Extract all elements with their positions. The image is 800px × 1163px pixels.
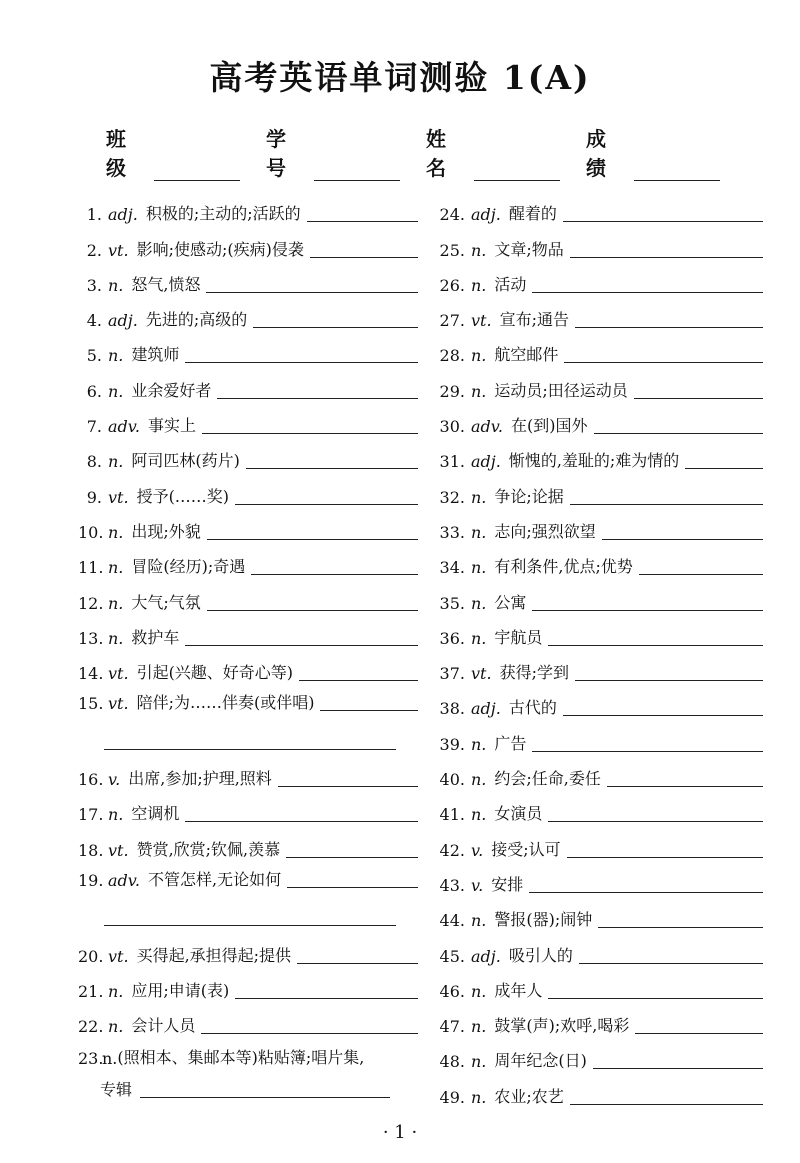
answer-blank[interactable] <box>579 945 763 964</box>
part-of-speech: n. <box>471 1017 487 1037</box>
student-id-field <box>266 123 400 181</box>
question-number: 40. <box>439 770 465 790</box>
definition: 争论;论据 <box>494 486 564 506</box>
part-of-speech: n. <box>471 487 487 507</box>
question-number: 17. <box>78 805 104 825</box>
question-item <box>78 295 418 330</box>
definition: 冒险(经历);奇遇 <box>131 557 246 577</box>
question-number: 28. <box>439 346 465 366</box>
part-of-speech: v. <box>108 770 121 790</box>
question-item <box>78 860 418 931</box>
part-of-speech: n. <box>108 981 124 1001</box>
definition: 会计人员 <box>131 1016 196 1036</box>
question-number: 46. <box>439 981 465 1001</box>
part-of-speech: n. <box>471 734 487 754</box>
class-label: 班级 <box>106 127 131 180</box>
part-of-speech: n. <box>108 805 124 825</box>
part-of-speech: n. <box>471 911 487 931</box>
part-of-speech: n. <box>108 452 124 472</box>
question-number: 48. <box>439 1052 465 1072</box>
definition: 醒着的 <box>508 204 557 224</box>
question-number: 26. <box>439 275 465 295</box>
question-number: 14. <box>78 664 104 684</box>
question-item <box>437 507 763 542</box>
definition: 不管怎样,无论如何 <box>148 869 282 889</box>
page-number: · 1 · <box>382 1122 418 1143</box>
answer-blank[interactable] <box>286 839 418 858</box>
definition: 惭愧的,羞耻的;难为情的 <box>508 451 680 471</box>
answer-blank[interactable] <box>635 1015 763 1034</box>
part-of-speech: n. <box>471 1087 487 1107</box>
answer-blank[interactable] <box>278 768 418 787</box>
question-number: 35. <box>439 593 465 613</box>
part-of-speech: n. <box>471 558 487 578</box>
question-number: 32. <box>439 487 465 507</box>
question-item <box>437 1071 763 1106</box>
part-of-speech: n. <box>471 805 487 825</box>
question-item <box>78 648 418 683</box>
question-item <box>78 401 418 436</box>
question-number: 12. <box>78 593 104 613</box>
part-of-speech: v. <box>471 840 484 860</box>
student-id-label: 学号 <box>266 127 291 180</box>
question-number: 19. <box>78 870 104 890</box>
answer-blank[interactable] <box>246 450 418 469</box>
answer-blank[interactable] <box>570 1086 763 1105</box>
definition: 成年人 <box>494 980 543 1000</box>
part-of-speech: adv. <box>108 870 141 890</box>
question-number: 43. <box>439 875 465 895</box>
class-field <box>106 123 240 181</box>
question-item <box>437 683 763 718</box>
answer-blank[interactable] <box>594 415 763 434</box>
definition: 建筑师 <box>131 345 180 365</box>
part-of-speech: adj. <box>471 205 501 225</box>
question-item <box>437 613 763 648</box>
question-number: 1. <box>86 205 102 225</box>
question-item <box>437 189 763 224</box>
part-of-speech: n. <box>471 240 487 260</box>
definition: 业余爱好者 <box>131 380 212 400</box>
question-item <box>78 930 418 965</box>
question-item <box>437 860 763 895</box>
name-label: 姓名 <box>426 127 451 180</box>
part-of-speech: n. <box>471 1052 487 1072</box>
question-item <box>437 401 763 436</box>
answer-blank[interactable] <box>251 556 418 575</box>
question-item <box>437 224 763 259</box>
question-number: 7. <box>86 417 102 437</box>
part-of-speech: vt. <box>108 946 129 966</box>
definition: 获得;学到 <box>499 663 569 683</box>
part-of-speech: n. <box>471 522 487 542</box>
answer-blank[interactable] <box>287 869 418 888</box>
part-of-speech: adv. <box>471 417 504 437</box>
question-number: 5. <box>86 346 102 366</box>
answer-blank[interactable] <box>206 274 418 293</box>
definition: 约会;任命,委任 <box>494 769 601 789</box>
part-of-speech: vt. <box>108 487 129 507</box>
part-of-speech: n. <box>108 522 124 542</box>
question-item <box>437 330 763 365</box>
definition: 古代的 <box>508 698 557 718</box>
question-item <box>78 365 418 400</box>
definition: 先进的;高级的 <box>145 310 248 330</box>
question-number: 23. <box>78 1049 104 1069</box>
part-of-speech: n. <box>471 381 487 401</box>
question-item <box>78 1036 418 1107</box>
answer-blank[interactable] <box>207 521 418 540</box>
definition: 救护车 <box>131 627 180 647</box>
part-of-speech: n. <box>108 593 124 613</box>
question-number: 49. <box>439 1087 465 1107</box>
definition: 接受;认可 <box>491 839 561 859</box>
part-of-speech: n. <box>108 558 124 578</box>
question-number: 33. <box>439 522 465 542</box>
definition: 应用;申请(表) <box>131 980 230 1000</box>
question-item <box>78 542 418 577</box>
part-of-speech: vt. <box>108 694 129 714</box>
answer-blank[interactable] <box>297 945 418 964</box>
answer-blank[interactable] <box>299 662 418 681</box>
question-item <box>78 613 418 648</box>
answer-blank[interactable] <box>563 203 763 222</box>
definition: 出现;外貌 <box>131 521 201 541</box>
answer-blank[interactable] <box>563 697 763 716</box>
question-item <box>78 330 418 365</box>
answer-blank[interactable] <box>253 309 418 328</box>
question-number: 2. <box>86 240 102 260</box>
answer-blank[interactable] <box>548 627 763 646</box>
class-blank[interactable] <box>154 160 240 181</box>
question-item <box>78 1001 418 1036</box>
answer-blank[interactable] <box>570 239 763 258</box>
question-number: 37. <box>439 664 465 684</box>
answer-blank[interactable] <box>185 627 418 646</box>
part-of-speech: adj. <box>108 205 138 225</box>
question-item <box>437 295 763 330</box>
answer-blank[interactable] <box>235 980 418 999</box>
part-of-speech: n. <box>471 346 487 366</box>
definition: 公寓 <box>494 592 527 612</box>
question-item <box>437 895 763 930</box>
answer-blank[interactable] <box>202 415 418 434</box>
question-item <box>437 789 763 824</box>
part-of-speech: vt. <box>471 664 492 684</box>
answer-blank[interactable] <box>185 803 418 822</box>
definition: 广告 <box>494 733 527 753</box>
part-of-speech: vt. <box>108 664 129 684</box>
answer-blank[interactable] <box>639 556 763 575</box>
name-field <box>426 123 560 181</box>
part-of-speech: adj. <box>471 699 501 719</box>
question-number: 18. <box>78 840 104 860</box>
question-number: 24. <box>439 205 465 225</box>
question-item <box>78 189 418 224</box>
definition: 志向;强烈欲望 <box>494 521 596 541</box>
part-of-speech: n. <box>108 628 124 648</box>
question-number: 13. <box>78 628 104 648</box>
question-item <box>437 824 763 859</box>
question-number: 11. <box>78 558 104 578</box>
answer-blank[interactable] <box>320 692 418 711</box>
question-number: 38. <box>439 699 465 719</box>
question-number: 34. <box>439 558 465 578</box>
definition: 有利条件,优点;优势 <box>494 557 633 577</box>
answer-blank[interactable] <box>532 274 763 293</box>
answer-blank[interactable] <box>593 1050 763 1069</box>
part-of-speech: adj. <box>108 311 138 331</box>
answer-blank[interactable] <box>307 203 418 222</box>
answer-blank[interactable] <box>532 733 763 752</box>
question-number: 47. <box>439 1017 465 1037</box>
question-number: 4. <box>86 311 102 331</box>
question-item <box>437 436 763 471</box>
question-item <box>78 224 418 259</box>
part-of-speech: adv. <box>108 417 141 437</box>
answer-blank[interactable] <box>685 450 763 469</box>
definition: 积极的;主动的;活跃的 <box>145 204 301 224</box>
question-number: 45. <box>439 946 465 966</box>
student-info-row <box>106 123 746 181</box>
definition: 事实上 <box>148 416 197 436</box>
question-number: 22. <box>78 1017 104 1037</box>
part-of-speech: v. <box>471 875 484 895</box>
part-of-speech: vt. <box>108 840 129 860</box>
question-item <box>437 966 763 1001</box>
answer-blank[interactable] <box>532 592 763 611</box>
name-blank[interactable] <box>474 160 560 181</box>
definition: 宇航员 <box>494 627 543 647</box>
part-of-speech: n. <box>471 593 487 613</box>
answer-blank[interactable] <box>598 909 763 928</box>
definition: 周年纪念(日) <box>494 1051 587 1071</box>
question-number: 30. <box>439 417 465 437</box>
definition: 影响;使感动;(疾病)侵袭 <box>136 239 304 259</box>
student-id-blank[interactable] <box>314 160 400 181</box>
definition-continuation: 专辑 <box>100 1080 133 1100</box>
answer-blank[interactable] <box>634 380 763 399</box>
answer-blank[interactable] <box>575 662 763 681</box>
question-item <box>78 436 418 471</box>
question-number: 10. <box>78 522 104 542</box>
definition: 陪伴;为……伴奏(或伴唱) <box>136 693 315 713</box>
definition: 授予(……奖) <box>136 486 230 506</box>
answer-blank[interactable] <box>607 768 763 787</box>
question-number: 41. <box>439 805 465 825</box>
question-item <box>437 1036 763 1071</box>
score-field <box>586 123 720 181</box>
question-number: 15. <box>78 694 104 714</box>
right-question-column <box>437 189 763 1107</box>
score-blank[interactable] <box>634 160 720 181</box>
answer-blank[interactable] <box>548 980 763 999</box>
question-number: 42. <box>439 840 465 860</box>
definition: 在(到)国外 <box>511 416 588 436</box>
definition: 大气;气氛 <box>131 592 201 612</box>
answer-blank[interactable] <box>217 380 418 399</box>
definition: 运动员;田径运动员 <box>494 380 628 400</box>
question-item <box>437 648 763 683</box>
question-item <box>437 542 763 577</box>
answer-blank[interactable] <box>235 486 418 505</box>
part-of-speech: adj. <box>471 452 501 472</box>
question-number: 20. <box>78 946 104 966</box>
definition: 文章;物品 <box>494 239 564 259</box>
question-number: 36. <box>439 628 465 648</box>
answer-blank[interactable] <box>310 239 418 258</box>
definition: 买得起,承担得起;提供 <box>136 945 292 965</box>
question-number: 27. <box>439 311 465 331</box>
question-item <box>78 260 418 295</box>
question-item <box>78 754 418 789</box>
definition: 安排 <box>491 874 524 894</box>
part-of-speech: vt. <box>471 311 492 331</box>
answer-blank[interactable] <box>140 1079 390 1098</box>
question-number: 39. <box>439 734 465 754</box>
question-item <box>437 471 763 506</box>
definition: 宣布;通告 <box>499 310 569 330</box>
answer-blank[interactable] <box>602 521 763 540</box>
question-item <box>78 966 418 1001</box>
question-item <box>437 930 763 965</box>
part-of-speech: vt. <box>108 240 129 260</box>
part-of-speech: n. <box>108 346 124 366</box>
answer-blank[interactable] <box>529 874 763 893</box>
part-of-speech: n. <box>471 981 487 1001</box>
answer-blank[interactable] <box>570 486 763 505</box>
definition: 阿司匹林(药片) <box>131 451 240 471</box>
question-item <box>78 683 418 754</box>
question-number: 8. <box>86 452 102 472</box>
answer-blank-continuation[interactable] <box>104 731 396 750</box>
question-item <box>78 789 418 824</box>
score-label: 成绩 <box>586 127 611 180</box>
question-number: 25. <box>439 240 465 260</box>
definition: 航空邮件 <box>494 345 559 365</box>
definition: 农业;农艺 <box>494 1086 564 1106</box>
question-number: 6. <box>86 381 102 401</box>
part-of-speech: n. <box>471 770 487 790</box>
question-item <box>78 824 418 859</box>
question-number: 29. <box>439 381 465 401</box>
question-number: 31. <box>439 452 465 472</box>
answer-blank[interactable] <box>207 592 418 611</box>
answer-blank[interactable] <box>185 344 418 363</box>
part-of-speech: n. <box>471 628 487 648</box>
question-item <box>78 471 418 506</box>
answer-blank[interactable] <box>548 803 763 822</box>
definition: 怒气,愤怒 <box>131 274 201 294</box>
question-number: 44. <box>439 911 465 931</box>
question-number: 16. <box>78 770 104 790</box>
answer-blank[interactable] <box>201 1015 418 1034</box>
definition: 女演员 <box>494 804 543 824</box>
question-item <box>437 754 763 789</box>
left-question-column <box>78 189 418 1107</box>
part-of-speech: adj. <box>471 946 501 966</box>
question-number: 9. <box>86 487 102 507</box>
definition: 活动 <box>494 274 527 294</box>
definition: 鼓掌(声);欢呼,喝彩 <box>494 1016 630 1036</box>
part-of-speech: n. <box>108 1017 124 1037</box>
answer-blank-continuation[interactable] <box>104 907 396 926</box>
part-of-speech: n. <box>108 275 124 295</box>
definition: 吸引人的 <box>508 945 573 965</box>
part-of-speech: n. <box>108 381 124 401</box>
definition: 空调机 <box>131 804 180 824</box>
definition: 引起(兴趣、好奇心等) <box>136 663 294 683</box>
question-item <box>437 1001 763 1036</box>
question-number: 21. <box>78 981 104 1001</box>
page-title: 高考英语单词测验 1(A) <box>209 58 591 97</box>
question-item <box>437 365 763 400</box>
answer-blank[interactable] <box>575 309 763 328</box>
question-item <box>437 260 763 295</box>
question-item <box>437 718 763 753</box>
answer-blank[interactable] <box>564 344 763 363</box>
answer-blank[interactable] <box>567 839 763 858</box>
question-item <box>78 577 418 612</box>
definition: 赞赏,欣赏;钦佩,羡慕 <box>136 839 281 859</box>
question-item <box>437 577 763 612</box>
definition: (照相本、集邮本等)粘贴簿;唱片集, <box>117 1048 365 1068</box>
definition: 警报(器);闹钟 <box>494 910 593 930</box>
part-of-speech: n. <box>471 275 487 295</box>
question-number: 3. <box>86 275 102 295</box>
definition: 出席,参加;护理,照料 <box>128 769 272 789</box>
question-item <box>78 507 418 542</box>
part-of-speech: n. <box>102 1049 118 1069</box>
